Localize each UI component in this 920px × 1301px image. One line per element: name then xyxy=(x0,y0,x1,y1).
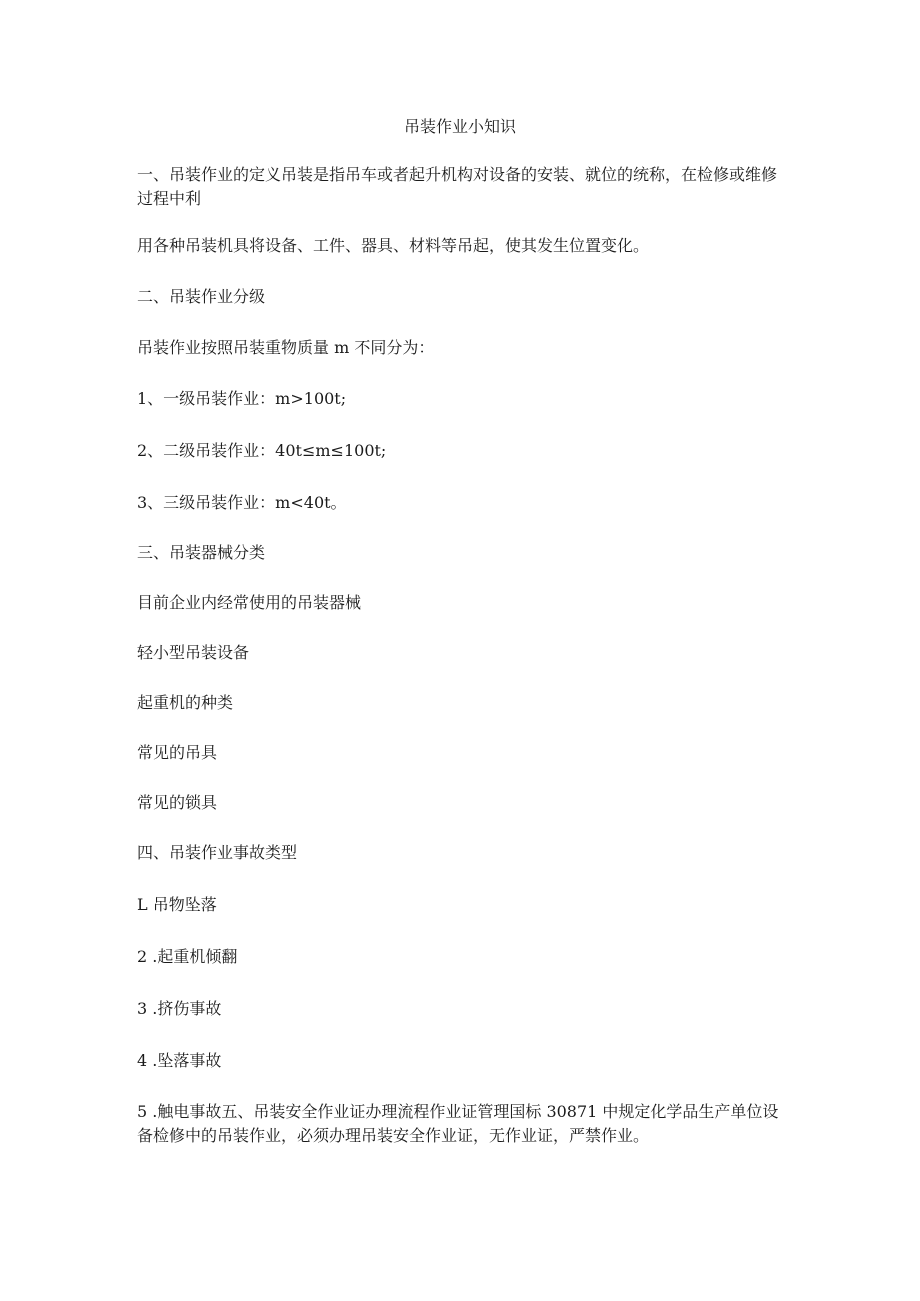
section-heading-equipment: 三、吊装器械分类 xyxy=(137,543,266,562)
list-item-accident-2: 2 .起重机倾翻 xyxy=(137,947,238,966)
list-item-level-3: 3、三级吊装作业：m<40t。 xyxy=(137,493,347,512)
paragraph-definition: 一、吊装作业的定义吊装是指吊车或者起升机构对设备的安装、就位的统称，在检修或维修过程中利 xyxy=(137,165,778,208)
list-item-common-slings: 常见的吊具 xyxy=(137,743,218,762)
list-item-accident-3: 3 .挤伤事故 xyxy=(137,999,222,1018)
section-heading-classification: 二、吊装作业分级 xyxy=(137,287,266,306)
list-item-level-1: 1、一级吊装作业：m>100t; xyxy=(137,389,347,408)
list-item-common-locks: 常见的锁具 xyxy=(137,793,218,812)
paragraph-equipment-intro: 目前企业内经常使用的吊装器械 xyxy=(137,593,362,612)
list-item-crane-types: 起重机的种类 xyxy=(137,693,234,712)
section-heading-accidents: 四、吊装作业事故类型 xyxy=(137,843,298,862)
list-item-accident-1: L 吊物坠落 xyxy=(137,895,217,914)
paragraph-definition-continued: 用各种吊装机具将设备、工件、器具、材料等吊起，使其发生位置变化。 xyxy=(137,236,650,255)
paragraph-classification-intro: 吊装作业按照吊装重物质量 m 不同分为： xyxy=(137,338,435,357)
list-item-level-2: 2、二级吊装作业：40t≤m≤100t; xyxy=(137,441,387,460)
list-item-accident-4: 4 .坠落事故 xyxy=(137,1051,222,1070)
list-item-light-equipment: 轻小型吊装设备 xyxy=(137,643,250,662)
document-title: 吊装作业小知识 xyxy=(403,117,516,136)
paragraph-accident-5-and-permit: 5 .触电事故五、吊装安全作业证办理流程作业证管理国标 30871 中规定化学品生产单位设备检修中的吊装作业，必须办理吊装安全作业证，无作业证，严禁作业。 xyxy=(137,1102,779,1145)
